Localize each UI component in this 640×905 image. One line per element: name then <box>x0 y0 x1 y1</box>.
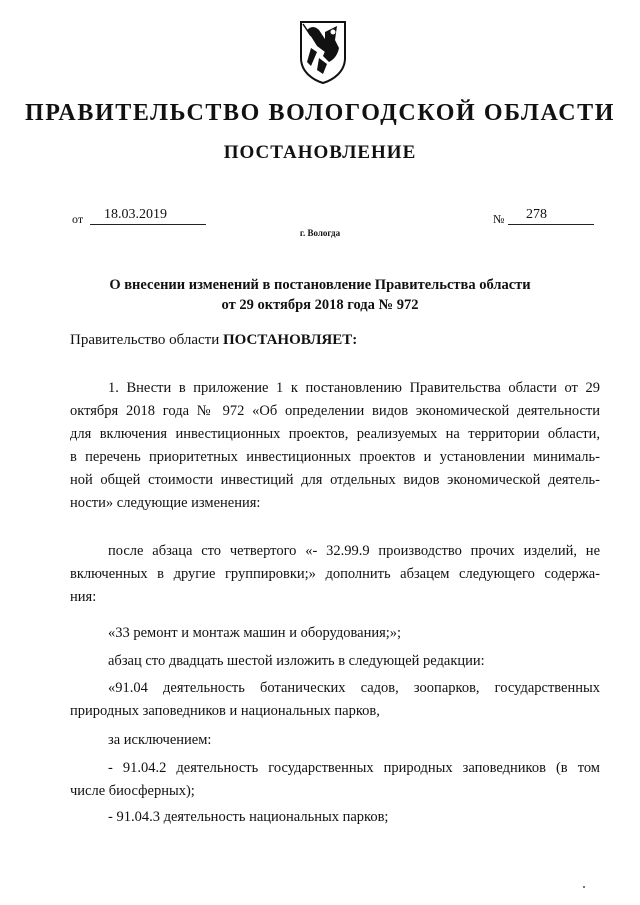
subject-line: О внесении изменений в постановление Правительства области <box>109 277 531 293</box>
number-underline <box>508 224 594 225</box>
paragraph-line: после абзаца сто четвертого «- 32.99.9 производство прочих изделий, не <box>108 543 600 559</box>
number-label: № <box>493 212 505 226</box>
paragraph-line: для включения инвестиционных проектов, реализуемых на территории области, <box>70 426 600 442</box>
subject-line: от 29 октября 2018 года № 972 <box>221 297 419 313</box>
paragraph-line: - 91.04.2 деятельность государственных природных заповедников (в том <box>108 760 600 776</box>
paragraph-after-104 <box>70 540 600 609</box>
document-type-heading: ПОСТАНОВЛЕНИЕ <box>223 142 417 163</box>
paragraph-line: в перечень приоритетных инвестиционных проектов и установлении минималь- <box>70 449 600 465</box>
coat-of-arms-emblem <box>297 18 349 84</box>
paragraph-126 <box>70 650 600 673</box>
decree-verb: ПОСТАНОВЛЯЕТ: <box>222 332 358 348</box>
document-subject <box>70 275 570 315</box>
paragraph-line: абзац сто двадцать шестой изложить в следующей редакции: <box>108 653 485 669</box>
paragraph-except <box>70 729 600 752</box>
paragraph-line: включенных в другие группировки;» дополнить абзацем следующего содержа- <box>70 566 600 582</box>
paragraph-line: «91.04 деятельность ботанических садов, зоопарков, государственных <box>108 680 600 696</box>
paragraph-line: ной общей стоимости инвестиций для отдельных видов экономической деятель- <box>70 472 600 488</box>
city-label: г. Вологда <box>299 228 341 238</box>
paragraph-line: числе биосферных); <box>70 783 195 799</box>
paragraph-91-04-2 <box>70 757 600 803</box>
decree-statement <box>70 332 357 349</box>
paragraph-line: за исключением: <box>108 732 212 748</box>
page-mark <box>583 886 585 888</box>
paragraph-91-04-3 <box>70 806 600 829</box>
paragraph-line: - 91.04.3 деятельность национальных парков; <box>108 809 389 825</box>
paragraph-91-04 <box>70 677 600 723</box>
paragraph-line: природных заповедников и национальных парков, <box>70 703 380 719</box>
paragraph-item-1 <box>70 377 600 515</box>
decree-prefix: Правительство области <box>70 332 223 348</box>
paragraph-line: октября 2018 года № 972 «Об определении видов экономической деятельности <box>70 403 600 419</box>
government-title: ПРАВИТЕЛЬСТВО ВОЛОГОДСКОЙ ОБЛАСТИ <box>24 100 616 126</box>
date-label: от <box>72 212 84 226</box>
paragraph-line: ности» следующие изменения: <box>70 495 261 511</box>
paragraph-quote-33 <box>70 622 600 645</box>
paragraph-line: «33 ремонт и монтаж машин и оборудования;»; <box>108 625 402 641</box>
document-number: 278 <box>526 207 547 222</box>
paragraph-line: 1. Внести в приложение 1 к постановлению Правительства области от 29 <box>108 380 600 396</box>
date-underline <box>90 224 206 225</box>
paragraph-line: ния: <box>70 589 97 605</box>
document-date: 18.03.2019 <box>104 207 167 222</box>
